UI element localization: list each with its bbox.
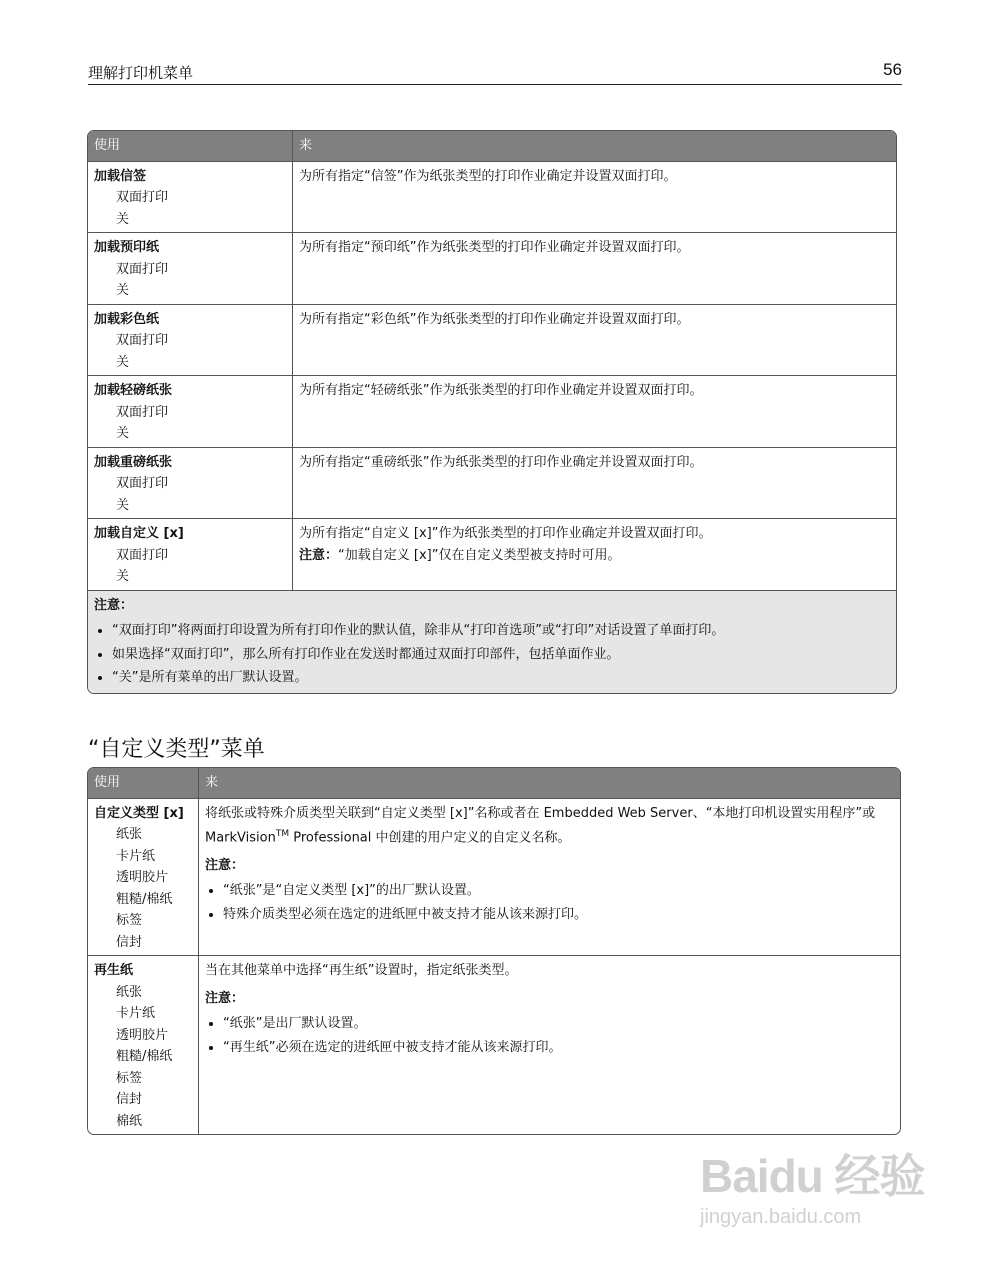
column-header-to: 来 [198,768,900,798]
watermark-logo: Baidu 经验 [700,1150,925,1202]
table-row [88,447,896,519]
list-item: • “纸张”是“自定义类型 [x]”的出厂默认设置。 [223,880,894,902]
row-description: 为所有指定“重磅纸张”作为纸张类型的打印作业确定并设置双面打印。 [299,454,703,470]
menu-option: 关 [116,426,130,441]
table-row [88,161,896,233]
menu-option: 透明胶片 [116,1027,169,1043]
menu-option: 双面打印 [116,190,169,205]
list-item: • “再生纸”必须在选定的进纸匣中被支持才能从该来源打印。 [223,1037,894,1059]
menu-option: 纸张 [116,827,143,842]
menu-item-name: 加载彩色纸 [94,311,160,327]
table-header-row [88,768,900,798]
menu-option: 关 [116,569,130,584]
menu-option: 卡片纸 [116,1006,156,1021]
menu-option: 关 [116,283,130,298]
menu-item-name: 自定义类型 [x] [94,805,184,821]
page-header [88,60,902,85]
menu-option: 粗糙/棉纸 [116,1049,173,1064]
section-title: “自定义类型”菜单 [88,737,265,762]
menu-item-name: 加载信签 [94,168,147,184]
row-description: 为所有指定“预印纸”作为纸张类型的打印作业确定并设置双面打印。 [299,240,690,255]
menu-item-name: 加载自定义 [x] [94,526,184,541]
row-note [299,545,890,567]
table-row [88,798,900,956]
table-row [88,232,896,304]
row-description: 为所有指定“轻磅纸张”作为纸张类型的打印作业确定并设置双面打印。 [299,383,703,398]
menu-option: 纸张 [116,984,143,1000]
menu-option: 透明胶片 [116,870,169,885]
note-label: 注意： [299,547,339,563]
row-description: 为所有指定“彩色纸”作为纸张类型的打印作业确定并设置双面打印。 [299,311,690,327]
note-label: 注意： [205,857,245,873]
menu-option: 双面打印 [116,404,169,420]
table-row [88,304,896,376]
list-item: • 如果选择“双面打印”，那么所有打印作业在发送时都通过双面打印部件，包括单面作业。 [112,644,890,666]
description-text: Professional 中创建的用户定义的自定义名称。 [289,830,571,846]
menu-option: 标签 [116,913,143,928]
menu-item-name: 再生纸 [94,963,134,978]
menu-option: 粗糙/棉纸 [116,891,173,907]
menu-option: 双面打印 [116,333,169,348]
list-item: • “关”是所有菜单的出厂默认设置。 [112,667,890,689]
menu-option: 标签 [116,1070,143,1086]
description-text: 将纸张或特殊介质类型关联到“自定义类型 [x]”名称或者在 Embedded Web Server、“本地打印机设置实用程序”或 MarkVision [205,805,876,846]
menu-item-name: 加载预印纸 [94,240,160,255]
menu-option: 关 [116,497,130,513]
row-description [205,803,894,849]
watermark [700,1140,940,1260]
menu-option: 信封 [116,1092,143,1107]
trademark-sup: TM [275,829,290,839]
note-label: 注意： [205,990,245,1006]
column-header-use: 使用 [88,768,198,798]
column-header-use: 使用 [88,131,292,161]
menu-option: 双面打印 [116,547,169,563]
watermark-url: jingyan.baidu.com [700,1206,862,1228]
table-header-row [88,131,896,161]
duplex-menu-table [87,130,897,694]
list-item: • 特殊介质类型必须在选定的进纸匣中被支持才能从该来源打印。 [223,904,894,926]
menu-option: 关 [116,354,130,370]
menu-option: 双面打印 [116,476,169,491]
page-number: 56 [883,60,902,79]
table-row [88,518,896,590]
table-row [88,955,900,1134]
list-item: • “双面打印”将两面打印设置为所有打印作业的默认值，除非从“打印首选项”或“打印”对话设置了单面打印。 [112,620,890,642]
menu-item-name: 加载重磅纸张 [94,454,173,470]
note-text: “加载自定义 [x]”仅在自定义类型被支持时可用。 [338,547,621,563]
notes-label: 注意： [94,597,134,613]
menu-option: 双面打印 [116,261,169,277]
notes-row [88,590,896,693]
notes-list [205,1013,894,1058]
column-header-to: 来 [292,131,896,161]
custom-types-table [87,767,901,1135]
list-item: • “纸张”是出厂默认设置。 [223,1013,894,1035]
row-description: 当在其他菜单中选择“再生纸”设置时，指定纸张类型。 [205,963,518,978]
notes-list [205,880,894,925]
menu-option: 关 [116,211,130,227]
menu-option: 信封 [116,934,143,950]
menu-option: 卡片纸 [116,848,156,864]
menu-option: 棉纸 [116,1113,143,1129]
row-description: 为所有指定“信签”作为纸张类型的打印作业确定并设置双面打印。 [299,168,677,184]
row-description: 为所有指定“自定义 [x]”作为纸张类型的打印作业确定并设置双面打印。 [299,526,712,541]
header-title: 理解打印机菜单 [88,64,194,82]
notes-list [94,620,890,689]
table-row [88,375,896,447]
menu-item-name: 加载轻磅纸张 [94,383,173,398]
